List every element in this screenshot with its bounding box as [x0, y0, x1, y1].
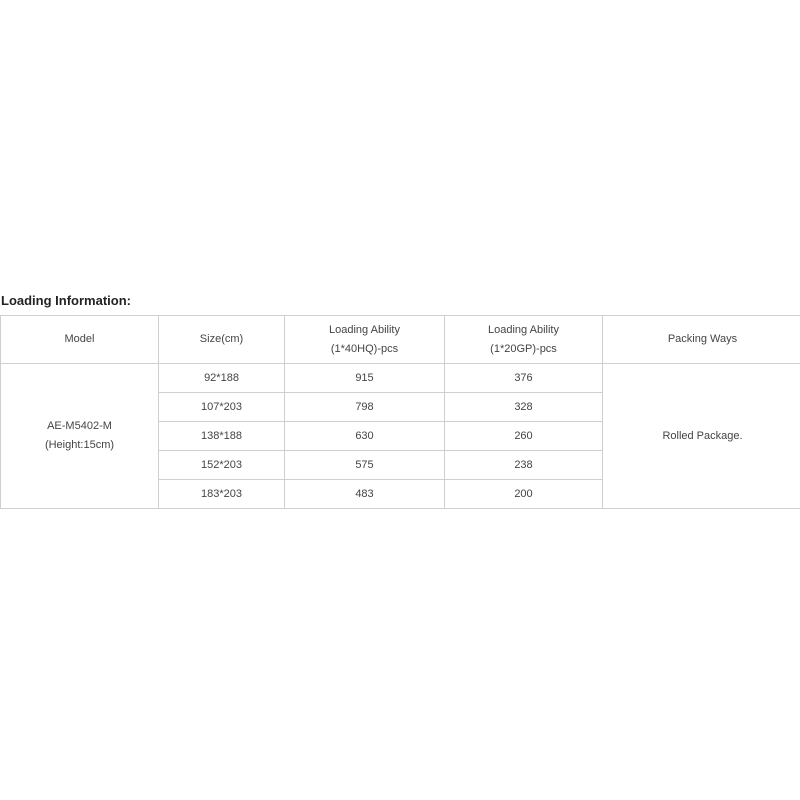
table-row: [1, 364, 800, 393]
header-loading-20gp-line2: (1*20GP)-pcs: [490, 342, 557, 355]
loading-40hq-cell: 630: [285, 422, 445, 451]
loading-table-container: [0, 315, 800, 509]
loading-40hq-cell: 575: [285, 451, 445, 480]
size-cell: 138*188: [159, 422, 285, 451]
model-name: AE-M5402-M: [47, 420, 112, 432]
loading-20gp-cell: 376: [445, 364, 603, 393]
size-cell: 107*203: [159, 393, 285, 422]
model-height: (Height:15cm): [44, 439, 115, 451]
header-loading-40hq-line2: (1*40HQ)-pcs: [330, 342, 399, 355]
header-loading-20gp-line1: Loading Ability: [488, 323, 559, 336]
header-size: Size(cm): [159, 316, 285, 364]
loading-40hq-cell: 915: [285, 364, 445, 393]
packing-cell: Rolled Package.: [603, 364, 800, 509]
header-loading-40hq-line1: Loading Ability: [329, 323, 400, 336]
loading-20gp-cell: 238: [445, 451, 603, 480]
section-title: Loading Information:: [1, 293, 131, 308]
size-cell: 183*203: [159, 480, 285, 509]
loading-info-table: [0, 315, 800, 509]
loading-40hq-cell: 798: [285, 393, 445, 422]
size-cell: 152*203: [159, 451, 285, 480]
loading-20gp-cell: 328: [445, 393, 603, 422]
table-header-row: [1, 316, 800, 364]
header-model: Model: [1, 316, 159, 364]
loading-40hq-cell: 483: [285, 480, 445, 509]
loading-20gp-cell: 260: [445, 422, 603, 451]
header-packing-ways: Packing Ways: [603, 316, 800, 364]
loading-20gp-cell: 200: [445, 480, 603, 509]
header-loading-20gp: [445, 316, 603, 364]
model-cell: [1, 364, 159, 509]
header-loading-40hq: [285, 316, 445, 364]
size-cell: 92*188: [159, 364, 285, 393]
